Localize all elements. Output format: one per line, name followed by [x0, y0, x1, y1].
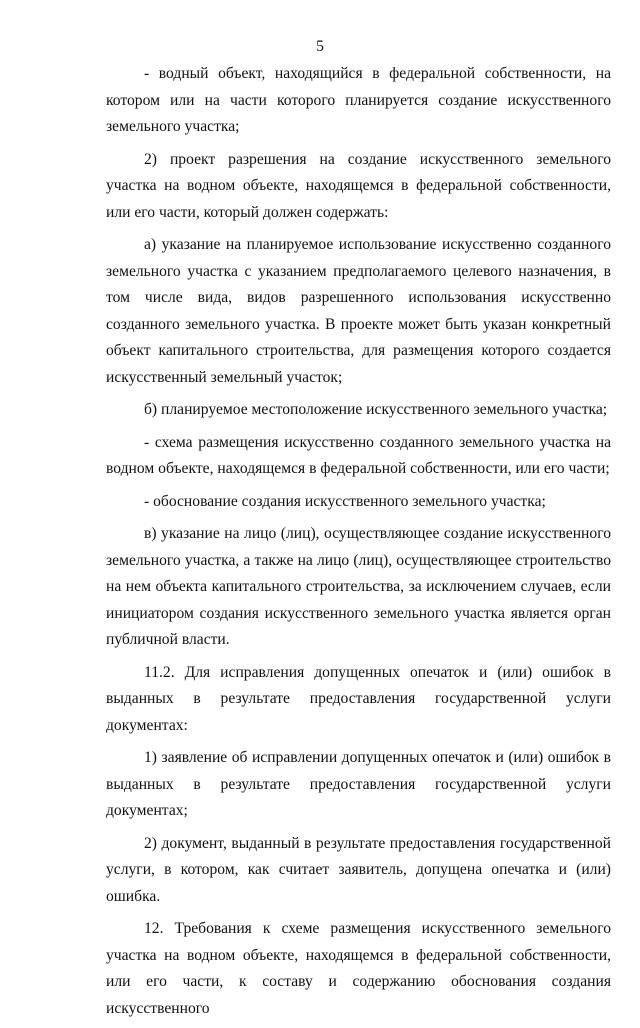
paragraph-correction-application: 1) заявление об исправлении допущенных опечаток и (или) ошибок в выданных в результате предоставления государственной услуги документах;	[106, 749, 611, 819]
paragraph-issued-document: 2) документ, выданный в результате предоставления государственной услуги, в котором, как считает заявитель, допущена опечатка и (или) ошибка.	[106, 834, 611, 905]
paragraph-justification: - обоснование создания искусственного земельного участка;	[144, 492, 546, 510]
page-number: 5	[316, 38, 324, 55]
paragraph-planned-location: б) планируемое местоположение искусственного земельного участка;	[144, 401, 608, 418]
paragraph-water-object: - водный объект, находящийся в федеральной собственности, на котором или на части которого планируется создание искусственного земельного участка;	[106, 65, 611, 135]
paragraph-placement-scheme: - схема размещения искусственно созданного земельного участка на водном объекте, находящемся в федеральной собственности, или его части;	[106, 433, 611, 477]
document-body	[106, 61, 611, 1028]
paragraph-responsible-persons: в) указание на лицо (лиц), осуществляющее создание искусственного земельного участка, а также на лицо (лиц), осуществляющее строительство на нем объекта капитального строительства, за исключением случаев, если инициатором создания искусственного земельного участка является орган публичной власти.	[106, 525, 611, 648]
paragraph-section-11-2: 11.2. Для исправления допущенных опечаток и (или) ошибок в выданных в результате предоставления государственной услуги документах:	[106, 663, 611, 734]
paragraph-planned-use: а) указание на планируемое использование искусственно созданного земельного участка с указанием предполагаемого целевого назначения, в том числе вида, видов разрешенного использования искусственно созданного земельного участка. В проекте может быть указан конкретный объект капитального строительства, для размещения которого создается искусственный земельный участок;	[106, 236, 611, 386]
paragraph-section-12: 12. Требования к схеме размещения искусственного земельного участка на водном объекте, находящемся в федеральной собственности, или его части, к составу и содержанию обоснования создания искусственного	[106, 920, 611, 1017]
paragraph-permit-project: 2) проект разрешения на создание искусственного земельного участка на водном объекте, находящемся в федеральной собственности, или его части, который должен содержать:	[106, 150, 611, 221]
